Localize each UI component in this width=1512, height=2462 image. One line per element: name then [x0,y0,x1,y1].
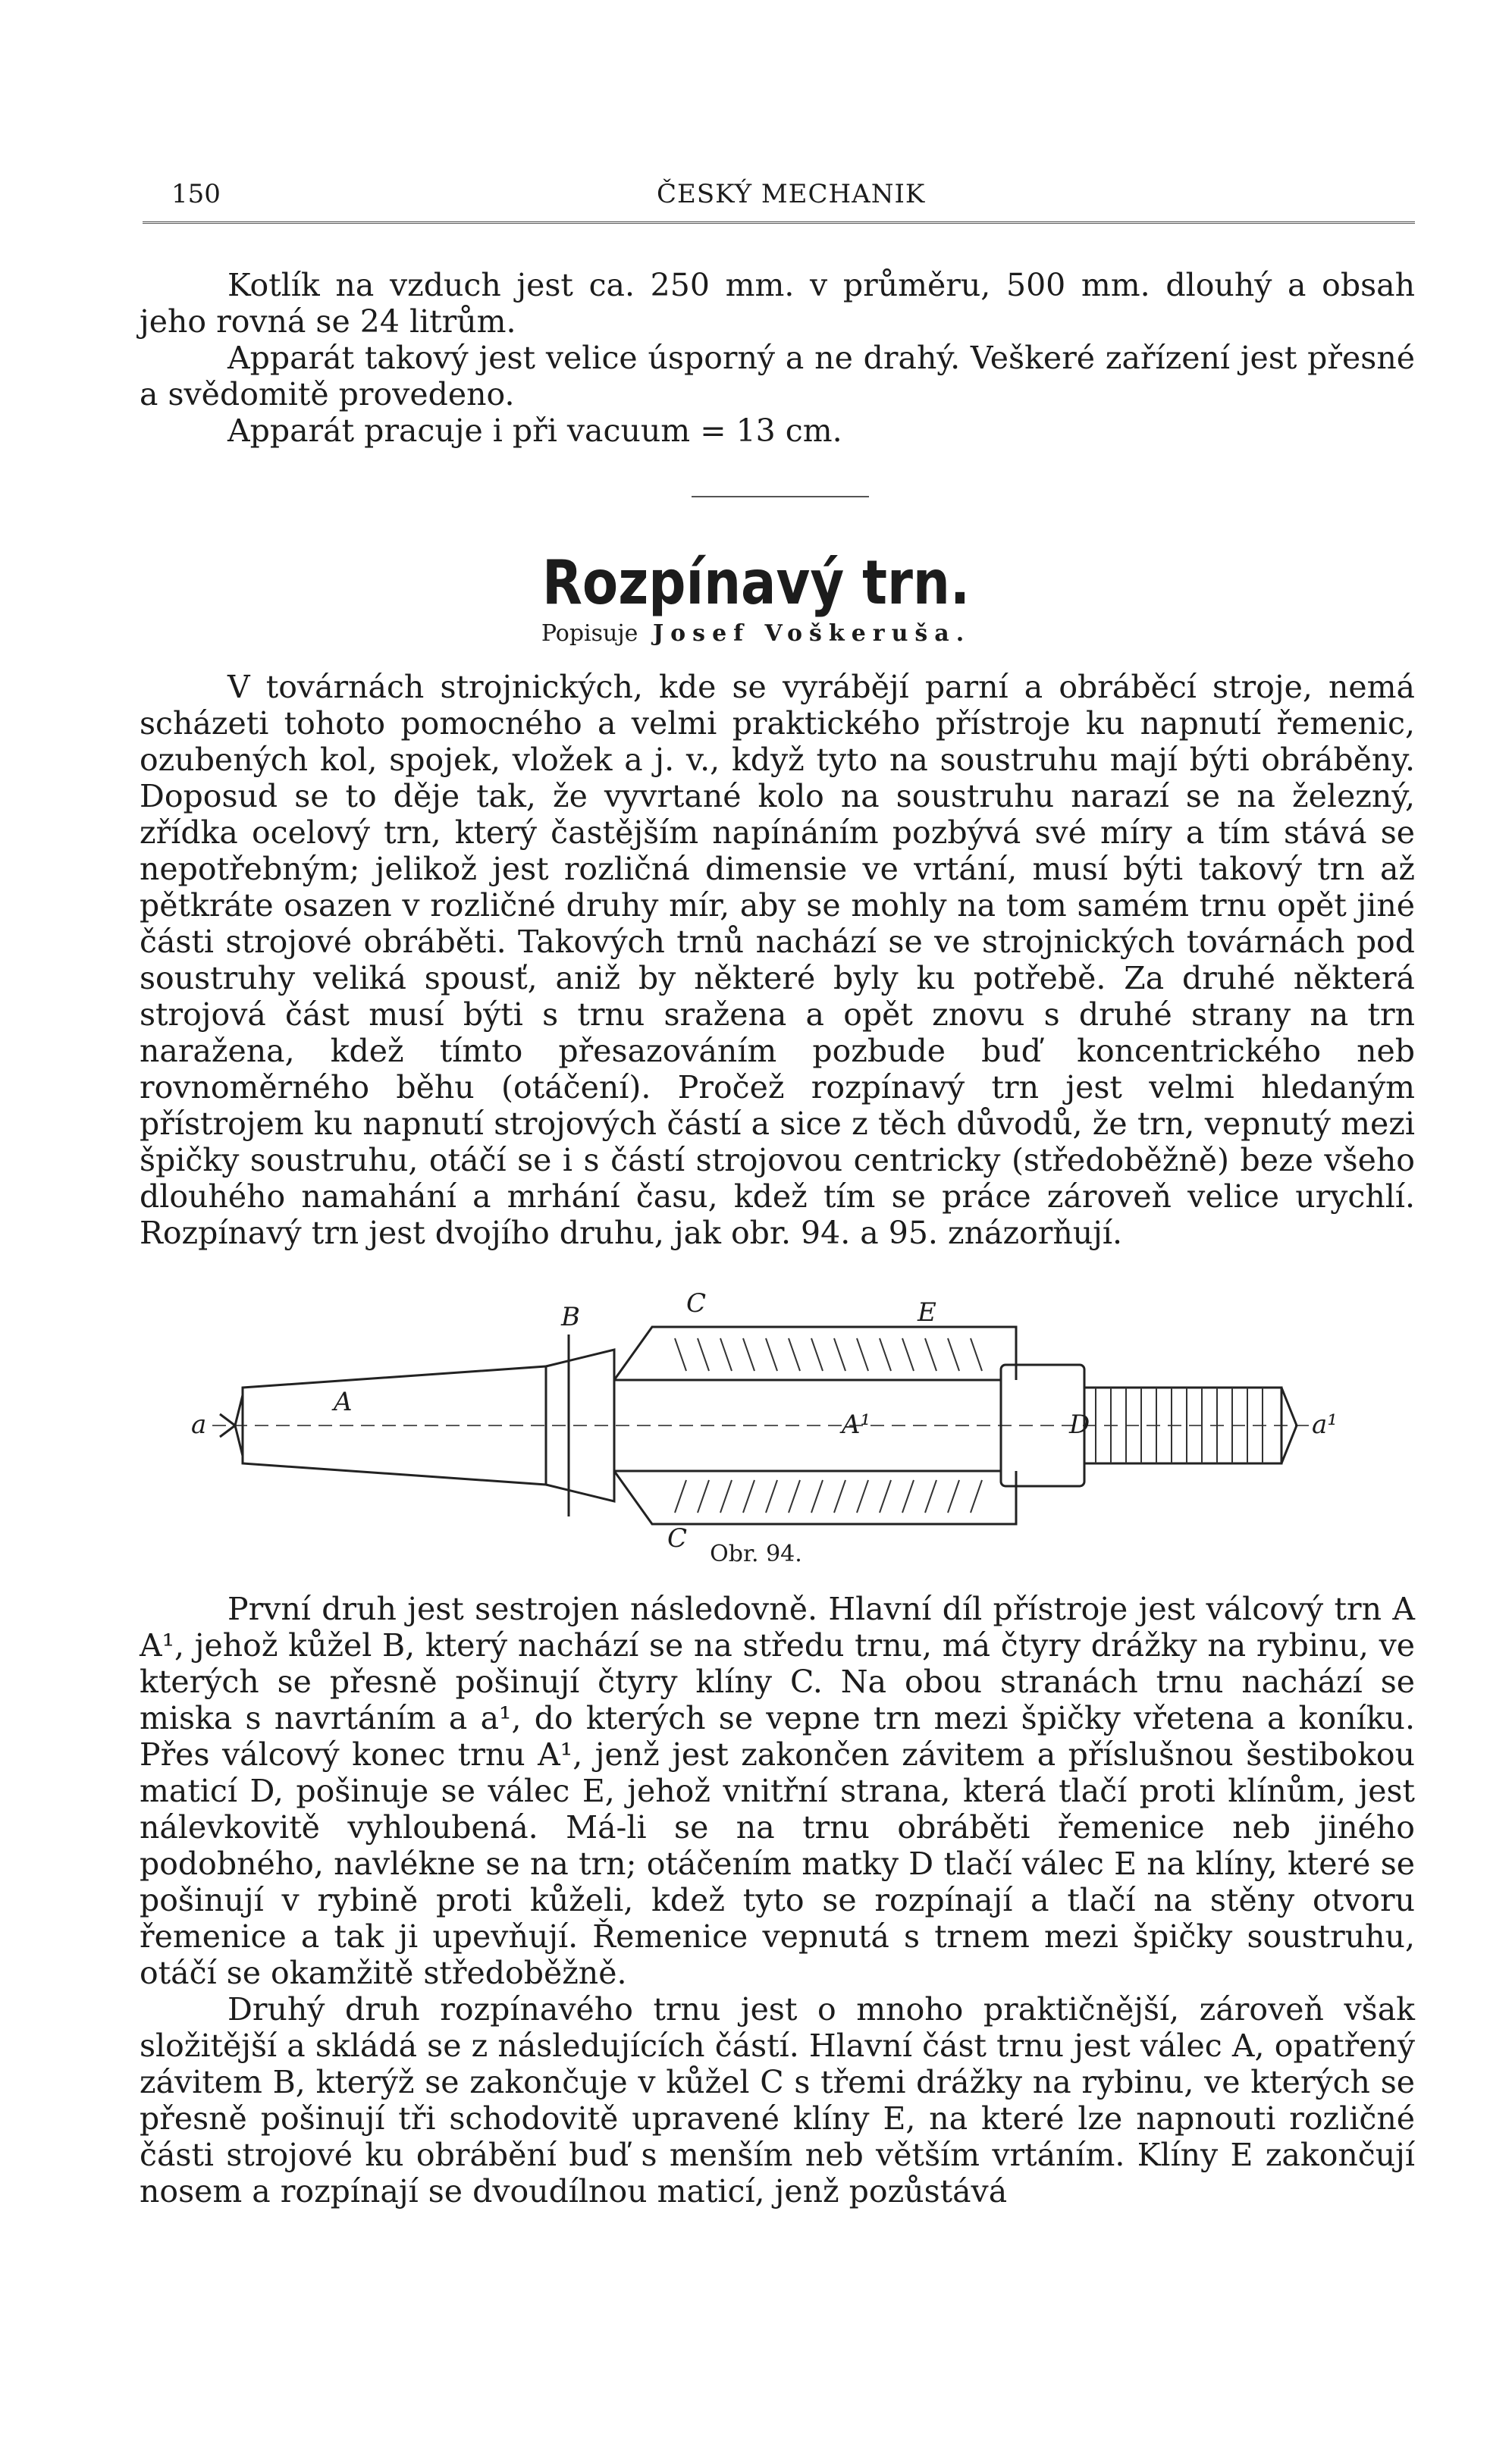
page-header [171,179,1415,212]
continuation-text [140,1591,1415,2210]
label-B: B [561,1302,580,1332]
intro-paragraph-3: Apparát pracuje i při vacuum = 13 cm. [227,412,842,449]
section-divider [692,496,869,497]
article-title: Rozpínavý trn. [541,547,971,618]
paragraph-3-text: Druhý druh rozpínavého trnu jest o mnoho praktičnější, zároveň však složitější a skládá se z následujících částí. Hlavní část trnu jest válec A, opatřený závitem B, kterýž se zakončuje v kůžel C s třemi drážky na rybinu, ve kterých se přesně pošinují tři schodovitě upravené klíny E, na které lze napnouti rozličné části strojové ku obrábění buď s menším neb větším vrtáním. Klíny E zakončují nosem a rozpínají se dvoudílnou maticí, jenž pozůstává [140,1991,1415,2210]
figure-mandrel-diagram [190,1281,1357,1585]
article-paragraph-1 [140,669,1415,1251]
header-rule [143,221,1415,227]
label-C-top: C [686,1288,707,1319]
running-title: ČESKÝ MECHANIK [657,179,926,209]
label-A: A [334,1387,353,1417]
paragraph-1-text: V továrnách strojnických, kde se vyrábějí parní a obráběcí stroje, nemá scházeti tohoto pomocného a velmi praktického přístroje ku napnutí řemenic, ozubených kol, spojek, vložek a j. v., když tyto na soustruhu mají býti obráběny. Doposud se to děje tak, že vyvrtané kolo na soustruhu narazí se na železný, zřídka ocelový trn, který častějším napínáním pozbývá své míry a tím stává se nepotřebným; jelikož jest rozličná dimensie ve vrtání, musí býti takový trn až pětkráte osazen v rozličné druhy mír, aby se mohly na tom samém trnu opět jiné části strojové obráběti. Takových trnů nachází se ve strojnických továrnách pod soustruhy veliká spousť, aniž by některé byly ku potřebě. Za druhé některá strojová část musí býti s trnu sražena a opět znovu s druhé strany na trn naražena, kdež tímto přesazováním pozbude buď koncentrického neb rovnoměrného běhu (otáčení). Pročež rozpínavý trn jest velmi hledaným přístrojem ku napnutí strojových částí a sice z těch důvodů, že trn, vepnutý mezi špičky soustruhu, otáčí se i s částí strojovou centricky (středoběžně) beze všeho dlouhého namahání a mrhání času, kdež tím se práce zároveň velice urychlí. Rozpínavý trn jest dvojího druhu, jak obr. 94. a 95. znázorňují. [140,669,1415,1251]
page-number: 150 [171,179,221,209]
byline-prefix: Popisuje [541,620,638,647]
byline [0,620,1512,647]
label-D: D [1069,1410,1090,1440]
label-C-bottom: C [667,1523,688,1554]
intro-text [140,267,1415,449]
label-a: a [191,1410,207,1440]
byline-author: Josef Voškeruša. [652,620,971,647]
label-E: E [918,1297,936,1328]
paragraph-2-text: První druh jest sestrojen následovně. Hlavní díl přístroje jest válcový trn A A¹, jehož kůžel B, který nachází se na středu trnu, má čtyry drážky na rybinu, ve kterých se přesně pošinují čtyry klíny C. Na obou stranách trnu nachází se miska s navrtáním a a¹, do kterých se vepne trn mezi špičky vřetena a koníku. Přes válcový konec trnu A¹, jenž jest zakončen závitem a příslušnou šestibokou maticí D, pošinuje se válec E, jehož vnitřní strana, která tlačí proti klínům, jest nálevkovitě vyhloubená. Má-li se na trnu obráběti řemenice neb jiného podobného, navlékne se na trn; otáčením matky D tlačí válec E na klíny, které se pošinují v rybině proti kůželi, kdež tyto se rozpínají a tlačí na stěny otvoru řemenice a tak ji upevňují. Řemenice vepnutá s trnem mezi špičky soustruhu, otáčí se okamžitě středoběžně. [140,1591,1415,1991]
label-A1: A¹ [842,1410,871,1440]
label-a1: a¹ [1312,1410,1338,1440]
intro-paragraph-2: Apparát takový jest velice úsporný a ne drahý. Veškeré zařízení jest přesné a svědomitě provedeno. [140,340,1415,412]
intro-paragraph-1: Kotlík na vzduch jest ca. 250 mm. v průměru, 500 mm. dlouhý a obsah jeho rovná se 24 litrům. [140,267,1415,340]
figure-caption: Obr. 94. [710,1541,802,1567]
